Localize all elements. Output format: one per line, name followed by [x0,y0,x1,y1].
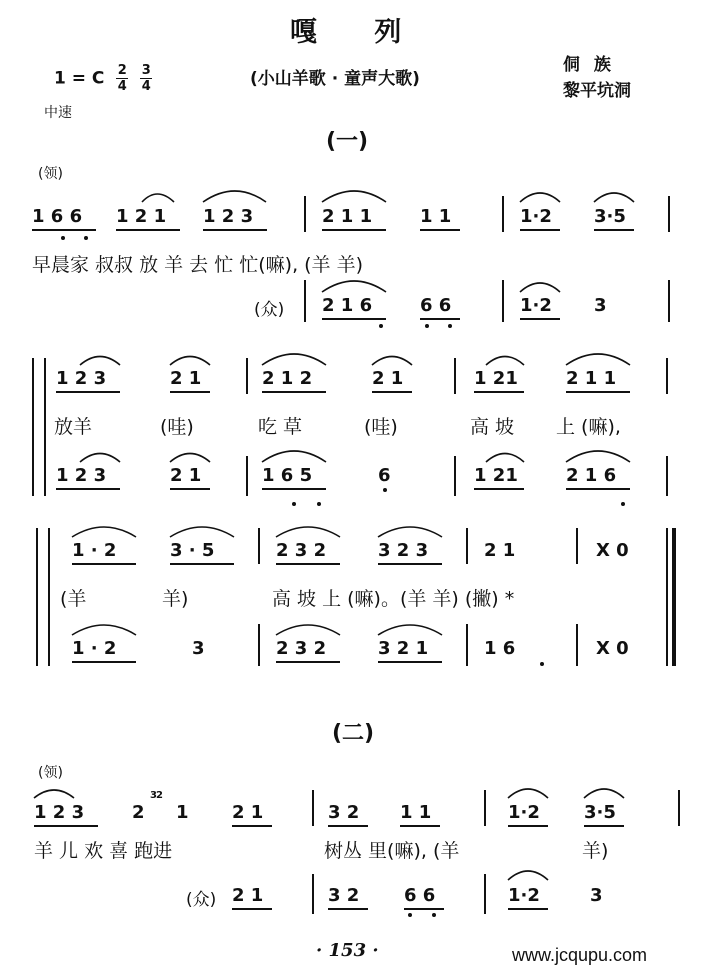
slur [203,191,266,202]
note-group: 3 [594,295,607,316]
note-group: 2 1 6 [566,465,617,486]
note-group: 2 1 1 [566,368,617,389]
note-group: 1 2 3 [203,206,254,227]
song-title: 嘎 列 [290,17,426,48]
slur [72,625,136,635]
slur [276,625,340,635]
note-group: 1 6 [484,638,516,659]
note-group: 1 2 1 [116,206,167,227]
slur [142,194,174,202]
section-2-label: (二) [332,721,375,746]
note-group: 2 1 [484,540,516,561]
note-group: 2 [132,802,145,823]
slur [378,527,442,537]
slur [584,789,624,798]
lead-mark: (领) [38,166,63,182]
lyric: (哇) [364,416,398,438]
slur [80,454,120,463]
note-group: 1 2 3 [56,465,107,486]
lyric: 羊 儿 欢 喜 跑进 [34,840,173,862]
note-group: 1 2 3 [34,802,85,823]
lyric: 树丛 里(嘛), (羊 [324,840,460,862]
page-number: · 153 · [316,940,379,961]
time-signature-2-4: $\frac{2}{4}$ [117,63,127,94]
slur [566,451,630,462]
note-group: 3 [590,885,603,906]
note-group: 3 2 [328,885,360,906]
grace-note: 32 [150,790,162,801]
watermark: www.jcqupu.com [512,945,648,965]
slur [486,357,524,366]
slur [262,354,326,365]
note-group: 6 6 [404,885,436,906]
note-group: 1 21 [474,465,518,486]
note-group: 3 · 5 [170,540,215,561]
note-group: 3·5 [584,802,616,823]
lyric: 羊) [582,840,609,862]
note-group: 1 · 2 [72,638,117,659]
note-group: 3·5 [594,206,626,227]
slur [508,871,548,880]
slur [520,193,560,202]
song-subtitle: (小山羊歌 · 童声大歌) [250,69,420,89]
note-group: 1 21 [474,368,518,389]
note-group: 1·2 [508,802,540,823]
slur [170,357,210,366]
note-group: 1 2 3 [56,368,107,389]
note-group: 3 2 1 [378,638,429,659]
lyric: 上 (嘛), [556,416,621,438]
note-group: 2 1 [372,368,404,389]
lyric: 放羊 [54,416,93,438]
slur [34,790,74,798]
slur [170,454,210,463]
note-group: 3 2 [328,802,360,823]
slur [80,357,120,366]
chorus-mark: (众) [186,890,217,910]
note-group: 2 1 2 [262,368,313,389]
tempo-marking: 中速 [44,105,72,121]
note-group: 2 1 [170,368,202,389]
slur [322,281,386,292]
note-group: 6 [378,465,391,486]
note-group: X 0 [596,540,629,561]
lyric: 羊) [162,588,189,610]
note-group: 2 1 [232,885,264,906]
chorus-mark: (众) [254,300,285,320]
slur [594,193,634,202]
time-signature-3-4: $\frac{3}{4}$ [141,63,151,94]
note-group: 1 · 2 [72,540,117,561]
note-group: 3 [192,638,205,659]
lyric: 高 坡 上 (嘛)。(羊 羊) (撇) * [272,588,515,610]
slur [486,454,524,463]
slur [170,527,234,537]
note-group: 1 1 [400,802,432,823]
key-text: 1 = C [54,68,105,89]
slur [372,357,412,366]
lyric: (哇) [160,416,194,438]
lyric: 吃 草 [258,416,303,438]
note-group: 2 1 [170,465,202,486]
origin-label: 黎平坑洞 [563,81,631,101]
lead-mark: (领) [38,765,63,781]
lyrics-line: 早晨家 叔叔 放 羊 去 忙 忙(嘛), (羊 羊) [32,254,364,276]
note-group: 1 [176,802,189,823]
slur [566,354,630,365]
note-group: 1 6 6 [32,206,83,227]
section-1-label: (一) [326,129,369,154]
note-group: 1·2 [520,206,552,227]
note-group: 6 6 [420,295,452,316]
slur [262,451,326,462]
slur [378,625,442,635]
ethnicity-label: 侗 族 [563,55,615,75]
lyric: (羊 [60,588,87,610]
slur [520,283,560,292]
note-group: 2 1 6 [322,295,373,316]
note-group: 1·2 [520,295,552,316]
note-group: 1·2 [508,885,540,906]
note-group: X 0 [596,638,629,659]
note-group: 2 3 2 [276,638,327,659]
lyric: 高 坡 [470,416,515,438]
slur [508,789,548,798]
slur [72,527,136,537]
note-group: 3 2 3 [378,540,429,561]
slur [276,527,340,537]
note-group: 2 1 [232,802,264,823]
note-group: 2 3 2 [276,540,327,561]
note-group: 2 1 1 [322,206,373,227]
note-group: 1 1 [420,206,452,227]
slur [322,191,386,202]
note-group: 1 6 5 [262,465,313,486]
